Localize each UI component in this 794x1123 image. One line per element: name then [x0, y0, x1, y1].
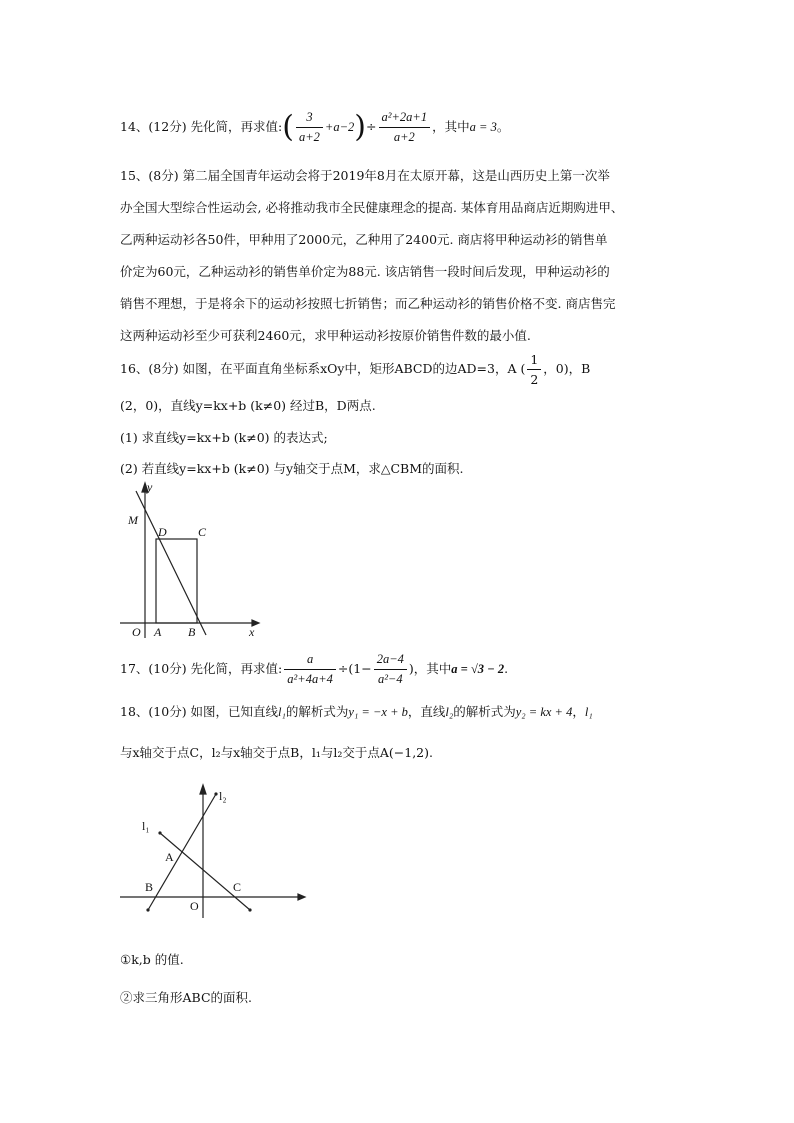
q18-sub-2: ②求三角形ABC的面积. — [120, 990, 252, 1005]
q14-frac1-denominator: a+2 — [298, 130, 320, 144]
q18-line1-a: 18、(10分) 如图，已知直线 — [120, 704, 279, 719]
q16-label-c: C — [198, 525, 207, 539]
q16-line-2: (2，0)，直线y=kx+b (k≠0) 经过B，D两点. — [120, 398, 376, 413]
q16-line-3: (1) 求直线y=kx+b (k≠0) 的表达式; — [120, 430, 328, 445]
q16-line1-pre: 16、(8分) 如图，在平面直角坐标系xOy中，矩形ABCD的边AD=3，A ( — [120, 361, 526, 376]
q17-fraction-1 — [284, 650, 336, 689]
q17-divide: ÷ — [337, 661, 349, 676]
q18-l1: l₁ — [278, 705, 286, 719]
q18-figure — [115, 778, 315, 923]
q18-line1-e: ， — [572, 704, 585, 719]
q18-line-1 — [120, 702, 593, 720]
q16-line-1 — [120, 350, 590, 389]
q15-line: 价定为60元，乙种运动衫的销售单价定为88元. 该店销售一段时间后发现，甲种运动衫的 — [120, 264, 610, 279]
q16-line1-post: ，0)，B — [543, 361, 591, 376]
q18-point-icon — [146, 908, 149, 911]
q14-prefix: 14、(12分) 先化简，再求值: — [120, 119, 283, 134]
q18-y-arrow-icon — [200, 785, 206, 794]
q18-sub-1: ①k,b 的值. — [120, 952, 184, 967]
q17-prefix: 17、(10分) 先化简，再求值: — [120, 661, 283, 676]
q18-eq2: y₂ = kx + 4 — [515, 705, 573, 719]
q16-a-fraction — [527, 350, 541, 389]
q18-label-l1: l₁ — [142, 819, 150, 833]
q16-label-a: A — [154, 625, 162, 639]
q18-point-icon — [248, 908, 251, 911]
q14-line — [120, 108, 509, 147]
q18-line1-b: 的解析式为 — [285, 704, 349, 719]
q18-point-icon — [214, 792, 217, 795]
q16-label-m: M — [128, 513, 138, 527]
q14-fraction-2 — [379, 108, 431, 147]
q17-end: . — [504, 661, 509, 676]
q18-x-arrow-icon — [298, 894, 305, 900]
q18-label-a: A — [165, 850, 174, 864]
q16-line-mb — [136, 491, 206, 635]
q14-tail-eq: a = 3 — [469, 120, 497, 134]
q16-rectangle — [156, 539, 197, 623]
q14-frac2-denominator: a+2 — [393, 130, 415, 144]
q14-frac1-numerator: 3 — [296, 108, 323, 128]
q16-label-x: x — [249, 625, 255, 639]
q14-divide: ÷ — [366, 119, 377, 134]
q14-tail-text: ，其中 — [432, 119, 470, 134]
q17-tail-eq: a = √3 − 2 — [451, 662, 505, 676]
q15-line: 15、(8分) 第二届全国青年运动会将于2019年8月在太原开幕，这是山西历史上第一次举 — [120, 168, 610, 183]
q16-a-denominator: 2 — [530, 372, 539, 387]
q15-line: 这两种运动衫至少可获利2460元，求甲种运动衫按原价销售件数的最小值. — [120, 328, 531, 343]
q18-line-2: 与x轴交于点C，l₂与x轴交于点B，l₁与l₂交于点A(−1,2). — [120, 745, 433, 760]
q16-line-4: (2) 若直线y=kx+b (k≠0) 与y轴交于点M，求△CBM的面积. — [120, 461, 464, 476]
q14-end: 。 — [496, 119, 510, 134]
q17-frac1-numerator: a — [284, 650, 336, 670]
q14-right-paren: ) — [354, 109, 367, 145]
q18-point-icon — [158, 831, 161, 834]
q17-fraction-2 — [374, 650, 407, 689]
q17-open: (1− — [348, 661, 372, 676]
q14-middle: +a−2 — [324, 120, 355, 134]
q16-label-b: B — [188, 625, 196, 639]
q17-line — [120, 650, 508, 689]
q17-frac2-denominator: a²−4 — [377, 672, 403, 686]
q16-figure — [112, 478, 262, 643]
q15-line: 办全国大型综合性运动会, 必将推动我市全民健康理念的提高. 某体育用品商店近期购进甲、 — [120, 200, 624, 215]
q18-line1-f: l₁ — [584, 705, 593, 719]
q17-frac1-denominator: a²+4a+4 — [287, 672, 333, 686]
q18-label-l2: l₂ — [219, 789, 227, 803]
q18-label-o: O — [190, 899, 199, 913]
q14-frac2-numerator: a²+2a+1 — [379, 108, 431, 128]
q18-line-l1 — [160, 833, 250, 910]
q16-label-y: y — [147, 480, 153, 494]
q18-line1-d: 的解析式为 — [453, 704, 516, 719]
q18-label-c: C — [233, 880, 242, 894]
q17-tail-text: ，其中 — [413, 661, 452, 676]
q14-left-paren: ( — [282, 109, 294, 145]
q18-label-b: B — [145, 880, 154, 894]
q18-eq1: y₁ = −x + b — [348, 705, 408, 719]
q16-a-numerator: 1 — [527, 350, 541, 370]
q18-line1-c: ，直线 — [407, 704, 446, 719]
q15-line: 乙两种运动衫各50件，甲种用了2000元，乙种用了2400元. 商店将甲种运动衫的销售单 — [120, 232, 608, 247]
q14-fraction-1 — [296, 108, 323, 147]
q17-frac2-numerator: 2a−4 — [374, 650, 407, 670]
q15-line: 销售不理想，于是将余下的运动衫按照七折销售；而乙种运动衫的销售价格不变. 商店售完 — [120, 296, 616, 311]
q18-l2: l₂ — [445, 705, 454, 719]
q16-label-d: D — [158, 525, 167, 539]
q17-close: ) — [408, 661, 414, 676]
q16-label-o: O — [132, 625, 141, 639]
